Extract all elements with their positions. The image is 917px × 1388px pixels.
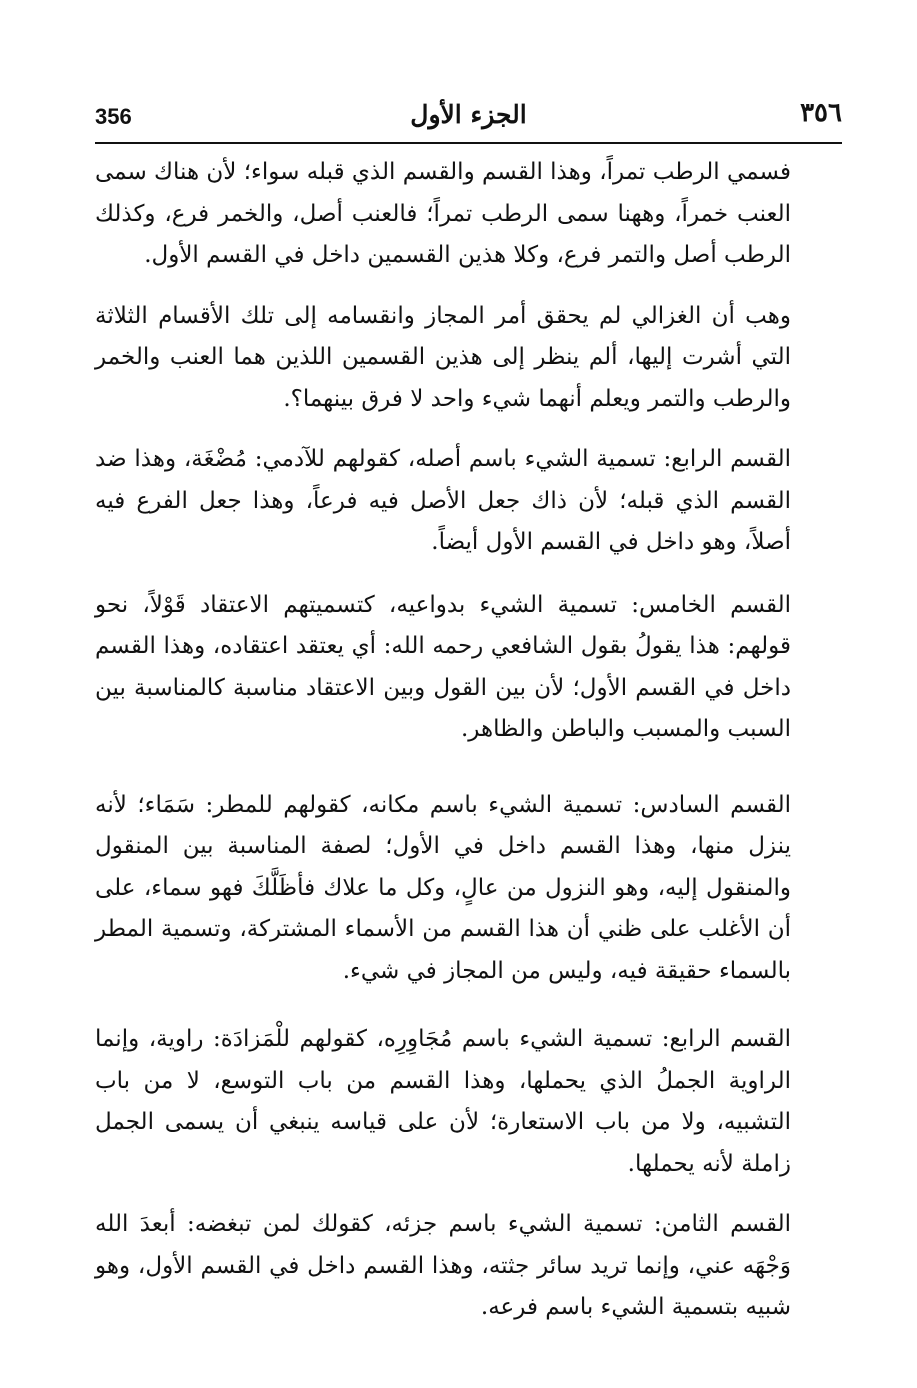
paragraph: القسم السادس: تسمية الشيء باسم مكانه، كقولهم للمطر: سَمَاء؛ لأنه ينزل منها، وهذا القسم داخل في الأول؛ لصفة المناسبة بين المنقول والمنقول إليه، وهو النزول من عالٍ، وكل ما علاك فأظَلَّكَ فهو سماء، على أن الأغلب على ظني أن هذا القسم من الأسماء المشتركة، وتسمية المطر بالسماء حقيقة فيه، وليس من المجاز في شيء. [95,791,791,984]
paragraph: القسم الرابع: تسمية الشيء باسم أصله، كقولهم للآدمي: مُضْغَة، وهذا ضد القسم الذي قبله؛ لأن ذاك جعل الأصل فيه فرعاً، وهذا جعل الفرع فيه أصلاً، وهو داخل في القسم الأول أيضاً. [95,446,791,555]
header-rule [95,142,842,144]
paragraph: القسم الثامن: تسمية الشيء باسم جزئه، كقولك لمن تبغضه: أبعدَ الله وَجْهَه عني، وإنما تريد سائر جثته، وهذا القسم داخل في القسم الأول، وهو شبيه بتسمية الشيء باسم فرعه. [95,1211,791,1320]
paragraph: فسمي الرطب تمراً، وهذا القسم والقسم الذي قبله سواء؛ لأن هناك سمى العنب خمراً، وههنا سمى الرطب تمراً؛ فالعنب أصل، والخمر فرع، وكذلك الرطب أصل والتمر فرع، وكلا هذين القسمين داخل في القسم الأول. [95,159,791,268]
paragraph: وهب أن الغزالي لم يحقق أمر المجاز وانقسامه إلى تلك الأقسام الثلاثة التي أشرت إليها، ألم ينظر إلى هذين القسمين اللذين هما العنب والخمر والرطب والتمر ويعلم أنهما شيء واحد لا فرق بينهما؟. [95,302,792,412]
page-body [95,150,845,1329]
page-number-arabic: ٣٥٦ [800,98,842,128]
page-number-latin: 356 [95,104,132,129]
paragraph: القسم الخامس: تسمية الشيء بدواعيه، كتسميتهم الاعتقاد قَوْلاً، نحو قولهم: هذا يقولُ بقول الشافعي رحمه الله: أي يعتقد اعتقاده، وهذا القسم داخل في القسم الأول؛ لأن بين القول وبين الاعتقاد مناسبة كالمناسبة بين السبب والمسبب والباطن والظاهر. [95,591,791,742]
page-header [95,92,842,138]
running-title: الجزء الأول [410,100,527,129]
paragraph: القسم الرابع: تسمية الشيء باسم مُجَاوِرِه، كقولهم للْمَزادَة: راوية، وإنما الراوية الجملُ الذي يحملها، وهذا القسم من باب التوسع، لا من باب التشبيه، ولا من باب الاستعارة؛ لأن على قياسه ينبغي أن يسمى الجمل زاملة لأنه يحملها. [95,1026,791,1177]
